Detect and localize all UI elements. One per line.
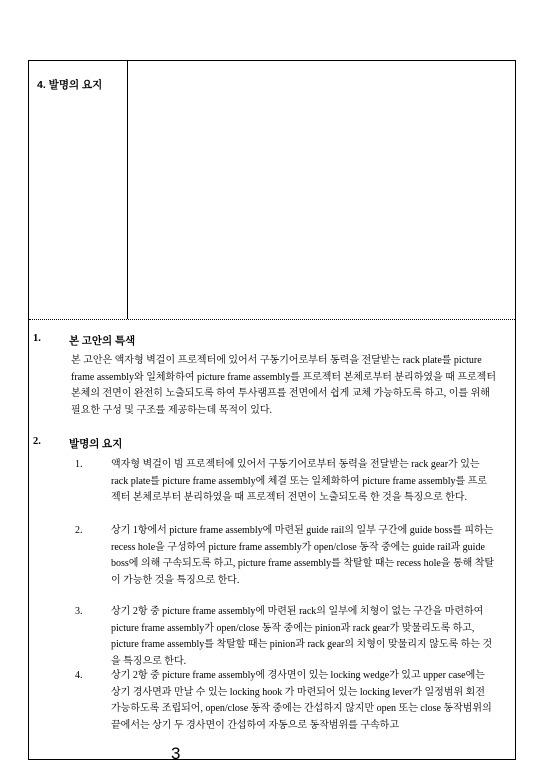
section-1-body: [71, 353, 497, 419]
section-2-title: 발명의 요지: [69, 439, 123, 450]
item-4-number: 4.: [75, 670, 83, 681]
summary-box: [29, 61, 515, 320]
section-label: 4. 발명의 요지: [37, 79, 103, 91]
document-frame: [28, 60, 516, 760]
item-3-text: 상기 2항 중 picture frame assembly에 마련된 rack의 일부에 치형이 없는 구간을 마련하여 picture frame assembly가 open/close 동작 중에는 pinion과 rack gear가 맞물리도록 하고, picture frame assembly를 착탈할 때는 pinion과 rack gear의 치형이 맞물리지 않도록 하는 것을 특징으로 한다.: [111, 606, 493, 667]
section-1-title: 본 고안의 특색: [69, 336, 136, 347]
label-cell: [29, 61, 128, 319]
item-2-text: 상기 1항에서 picture frame assembly에 마련된 guide rail의 일부 구간에 guide boss를 피하는 recess hole을 구성하여 picture frame assembly가 open/close 동작 중에는 guide rail과 guide boss에 의해 구속되도록 하고, picture frame assembly를 착탈할 때는 recess hole을 통해 착탈이 가능한 것을 특징으로 한다.: [111, 525, 495, 586]
item-2-number: 2.: [75, 525, 83, 536]
item-1-number: 1.: [75, 459, 83, 470]
item-3-number: 3.: [75, 606, 83, 617]
page-number: 3: [171, 744, 181, 763]
item-1-text: 액자형 벽걸이 빔 프로젝터에 있어서 구동기어로부터 동력을 전달받는 rack gear가 있는 rack plate를 picture frame assembly에 체결 또는 일체화하여 picture frame assembly를 프로젝터 본체로부터 분리하였을 때 프로젝터 전면이 노출되도록 한 것을 특징으로 한다.: [111, 459, 487, 503]
section-1-number: 1.: [33, 333, 41, 344]
section-2-number: 2.: [33, 436, 41, 447]
section-1-body-text: 본 고안은 액자형 벽걸이 프로젝터에 있어서 구동기어로부터 동력을 전달받는 rack plate를 picture frame assembly와 일체화하여 picture frame assembly를 프로젝터 본체로부터 분리하였을 때 프로젝터 본체의 전면이 완전히 노출되도록 하여 투사램프를 전면에서 쉽게 교체 가능하도록 하고, 이를 위해 필요한 구성 및 구조를 제공하는데 목적이 있다.: [71, 355, 496, 416]
item-4-text: 상기 2항 중 picture frame assembly에 경사면이 있는 locking wedge가 있고 upper case에는 상기 경사면과 만날 수 있는 locking hook 가 마련되어 있는 locking lever가 일정범위 회전 가능하도록 조립되어, open/close 동작 중에는 간섭하지 않지만 open 또는 close 동작범위의 끝에서는 상기 두 경사면이 간섭하여 자동으로 동작범위를 구속하고: [111, 670, 492, 731]
